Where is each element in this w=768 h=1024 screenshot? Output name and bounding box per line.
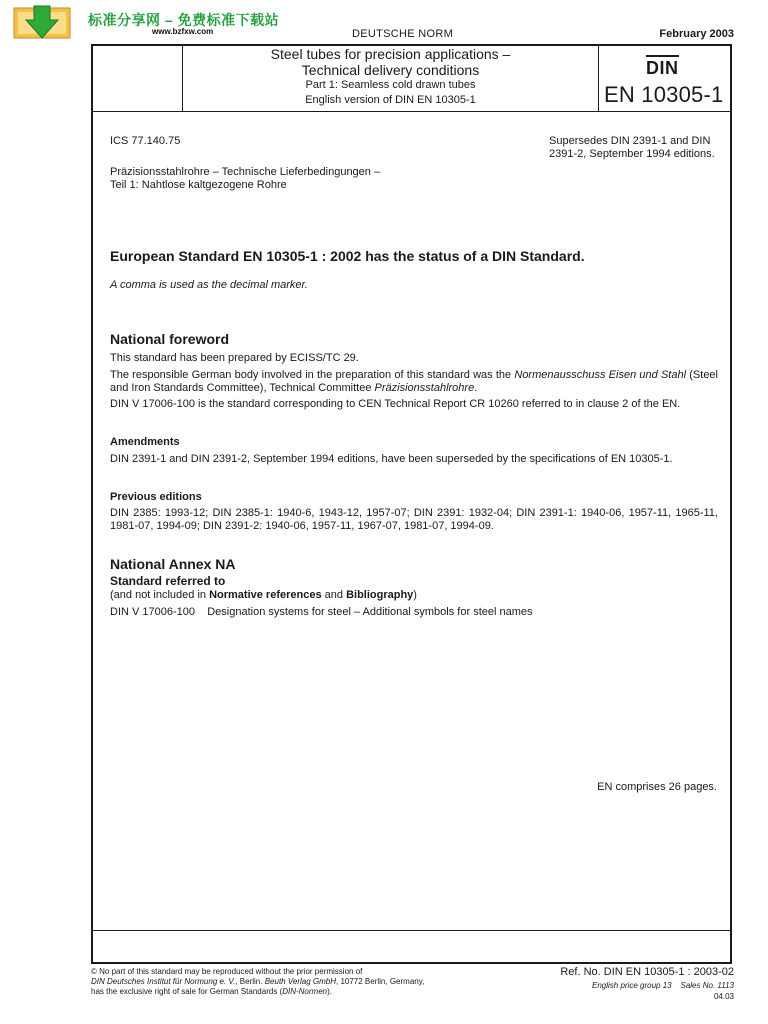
frame-bottom-rule xyxy=(91,930,732,931)
referenced-standard xyxy=(110,606,533,619)
din-logo: DIN xyxy=(646,55,679,79)
referenced-standard-code: DIN V 17006-100 xyxy=(110,606,195,618)
reference-number: Ref. No. DIN EN 10305-1 : 2003-02 xyxy=(560,966,734,978)
ics-code: ICS 77.140.75 xyxy=(110,135,181,147)
decimal-marker-note: A comma is used as the decimal marker. xyxy=(110,279,308,291)
watermark-url: www.bzfxw.com xyxy=(152,27,214,36)
watermark-title: 标准分享网 – 免费标准下载站 xyxy=(88,12,280,28)
foreword-paragraph-1: This standard has been prepared by ECISS/TC 29. xyxy=(110,352,359,364)
date-code: 04.03 xyxy=(713,992,734,1001)
price-group: English price group 13 xyxy=(591,981,672,990)
national-annex-heading: National Annex NA xyxy=(110,556,236,572)
standard-referred-heading: Standard referred to xyxy=(110,574,226,588)
german-title-line-2: Teil 1: Nahtlose kaltgezogene Rohre xyxy=(110,179,287,191)
national-foreword-heading: National foreword xyxy=(110,331,230,347)
title-line-1: Steel tubes for precision applications – xyxy=(270,46,511,62)
title-divider-right xyxy=(598,44,599,112)
amendments-text: DIN 2391-1 and DIN 2391-2, September 1994 editions, have been superseded by the specifications of EN 10305-1. xyxy=(110,453,673,465)
referenced-standard-title: Designation systems for steel – Additional symbols for steel names xyxy=(207,606,533,618)
status-line: European Standard EN 10305-1 : 2002 has the status of a DIN Standard. xyxy=(110,248,585,264)
version-line: English version of DIN EN 10305-1 xyxy=(305,94,476,106)
foreword-paragraph-3: DIN V 17006-100 is the standard corresponding to CEN Technical Report CR 10260 referred to in clause 2 of the EN. xyxy=(110,398,681,410)
sales-number: Sales No. 1113 xyxy=(680,981,734,990)
price-info xyxy=(592,980,734,1002)
german-title xyxy=(110,166,470,192)
foreword-paragraph-2: The responsible German body involved in the preparation of this standard was the Normenausschuss Eisen und Stahl (Steel and Iron Standards Committee), Technical Committee Präzisionsstahlrohre. xyxy=(110,369,718,394)
supersedes-note: Supersedes DIN 2391-1 and DIN 2391-2, September 1994 editions. xyxy=(549,135,715,160)
amendments-heading: Amendments xyxy=(110,436,180,448)
page-count-note: EN comprises 26 pages. xyxy=(597,781,717,793)
standard-number: EN 10305-1 xyxy=(604,82,724,107)
previous-editions-text: DIN 2385: 1993-12; DIN 2385-1: 1940-6, 1943-12, 1957-07; DIN 2391: 1932-04; DIN 2391-1: 1940-06, 1957-11, 1965-11, 1981-07, 1994-09; DIN 2391-2: 1940-06, 1957-11, 1967-07, 1981-07, 1994-09. xyxy=(110,507,718,532)
annex-note: (and not included in Normative references and Bibliography) xyxy=(110,589,417,601)
part-line: Part 1: Seamless cold drawn tubes xyxy=(305,79,476,91)
norm-label: DEUTSCHE NORM xyxy=(352,28,454,40)
previous-editions-heading: Previous editions xyxy=(110,491,202,503)
publication-date: February 2003 xyxy=(659,28,734,40)
copyright-notice: © No part of this standard may be reproduced without the prior permission of DIN Deutsches Institut für Normung e. V., Berlin. Beuth Verlag GmbH, 10772 Berlin, Germany, has the exclusive right of sale for German Standards (DIN-Normen). xyxy=(91,967,425,996)
title-line-2: Technical delivery conditions xyxy=(301,62,480,78)
watermark-logo xyxy=(12,4,72,40)
title-block xyxy=(183,46,598,108)
german-title-line-1: Präzisionsstahlrohre – Technische Lieferbedingungen – xyxy=(110,166,381,178)
